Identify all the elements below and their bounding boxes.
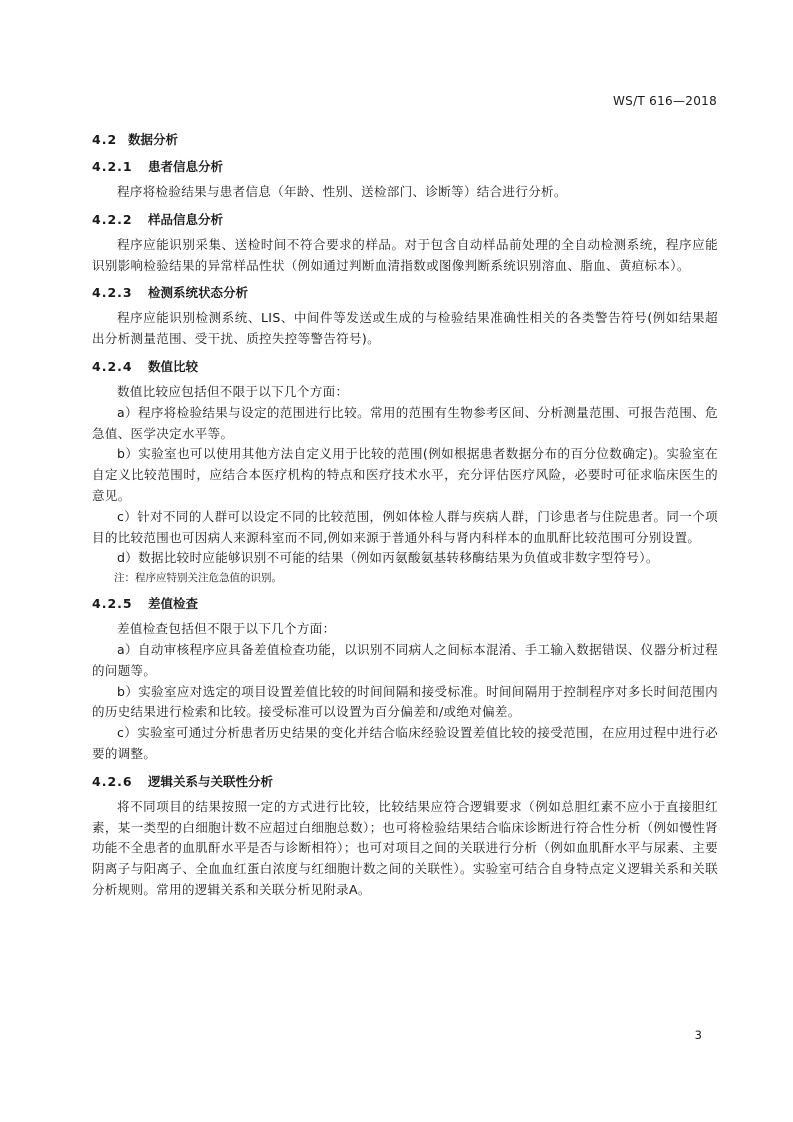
section-heading-4-2-2 (92, 210, 718, 230)
standard-code: WS/T 616—2018 (612, 94, 717, 108)
note: 注：程序应特别关注危急值的识别。 (114, 572, 282, 585)
section-heading-4-2-3 (92, 283, 718, 303)
list-item-b: b）实验室也可以使用其他方法自定义用于比较的范围(例如根据患者数据分布的百分位数确定)。实验室在自定义比较范围时，应结合本医疗机构的特点和医疗技术水平，充分评估医疗风险，必要时可征求临床医生的意见。 (92, 446, 718, 503)
list-item-c: c）实验室可通过分析患者历史结果的变化并结合临床经验设置差值比较的接受范围，在应用过程中进行必要的调整。 (92, 725, 718, 761)
section-heading-4-2-4 (92, 357, 718, 377)
section-number: 4.2.6 (92, 773, 133, 789)
list-item-c: c）针对不同的人群可以设定不同的比较范围，例如体检人群与疾病人群，门诊患者与住院患者。同一个项目的比较范围也可因病人来源科室而不同,例如来源于普通外科与肾内科样本的血肌酐比较范围可分别设置。 (92, 508, 718, 545)
section-title: 数据分析 (128, 132, 179, 147)
section-title: 检测系统状态分析 (148, 285, 249, 301)
section-number: 4.2.5 (92, 596, 133, 612)
paragraph: 程序应能识别采集、送检时间不符合要求的样品。对于包含自动样品前处理的全自动检测系统，程序应能识别影响检验结果的异常样品性状（例如通过判断血清指数或图像判断系统识别溶血、脂血、黄疸标本）。 (92, 236, 718, 273)
section-heading-4-2-6 (92, 772, 718, 792)
paragraph: 数值比较应包括但不限于以下几个方面： (117, 383, 349, 399)
list-item-a: a）程序将检验结果与设定的范围进行比较。常用的范围有生物参考区间、分析测量范围、可报告范围、危急值、医学决定水平等。 (92, 404, 718, 441)
list-item-a: a）自动审核程序应具备差值检查功能，以识别不同病人之间标本混淆、手工输入数据错误、仪器分析过程的问题等。 (92, 641, 718, 678)
section-number: 4.2.3 (92, 285, 133, 301)
paragraph: 将不同项目的结果按照一定的方式进行比较，比较结果应符合逻辑要求（例如总胆红素不应小于直接胆红素，某一类型的白细胞计数不应超过白细胞总数）；也可将检验结果结合临床诊断进行符合性分析（例如慢性肾功能不全患者的血肌酐水平是否与诊断相符）；也可对项目之间的关联进行分析（例如血肌酐水平与尿素、主要阴离子与阳离子、全血血红蛋白浓度与红细胞计数之间的关联性）。实验室可结合自身特点定义逻辑关系和关联分析规则。常用的逻辑关系和关联分析见附录A。 (92, 798, 718, 897)
section-number: 4.2 (92, 132, 118, 147)
paragraph: 程序应能识别检测系统、LIS、中间件等发送或生成的与检验结果准确性相关的各类警告符号(例如结果超出分析测量范围、受干扰、质控失控等警告符号)。 (92, 310, 718, 347)
list-item-d: d）数据比较时应能够识别不可能的结果（例如丙氨酸氨基转移酶结果为负值或非数字型符号）。 (117, 550, 659, 566)
section-title: 患者信息分析 (148, 159, 224, 174)
section-title: 逻辑关系与关联性分析 (148, 773, 274, 789)
section-number: 4.2.2 (92, 211, 133, 227)
section-number: 4.2.1 (92, 159, 133, 174)
section-title: 数值比较 (148, 358, 199, 374)
paragraph: 程序将检验结果与患者信息（年龄、性别、送检部门、诊断等）结合进行分析。 (117, 184, 567, 199)
section-title: 样品信息分析 (148, 211, 224, 227)
document-body (92, 130, 718, 901)
section-title: 差值检查 (148, 596, 199, 612)
section-heading-4-2 (92, 130, 718, 150)
section-heading-4-2-1 (92, 157, 718, 177)
list-item-b: b）实验室应对选定的项目设置差值比较的时间间隔和接受标准。时间间隔用于控制程序对多长时间范围内的历史结果进行检索和比较。接受标准可以设置为百分偏差和/或绝对偏差。 (92, 683, 718, 720)
section-number: 4.2.4 (92, 358, 133, 374)
paragraph: 差值检查包括但不限于以下几个方面： (117, 621, 336, 637)
page-number: 3 (694, 1028, 702, 1042)
section-heading-4-2-5 (92, 594, 718, 614)
